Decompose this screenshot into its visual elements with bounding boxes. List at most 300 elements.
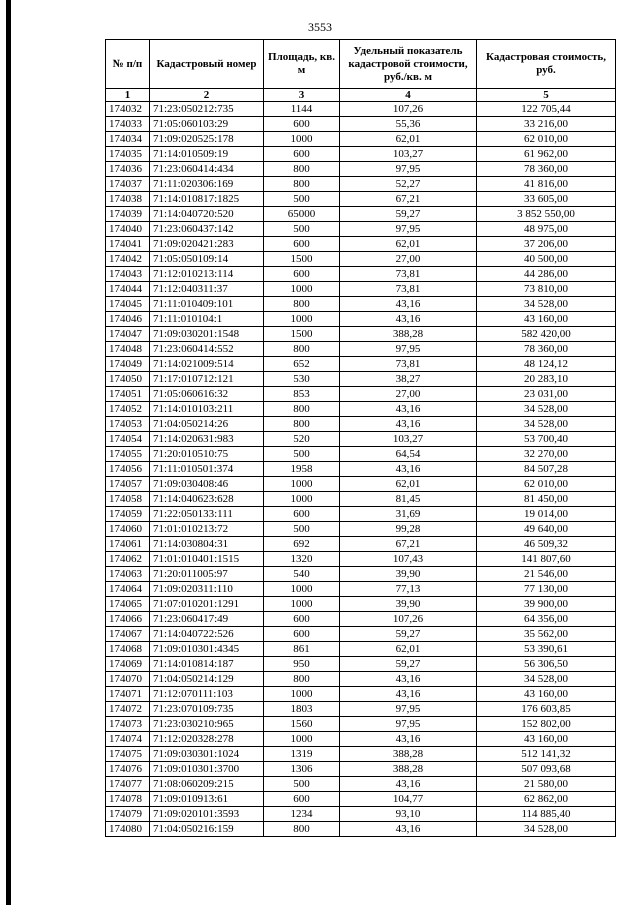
cell-unit-value: 388,28: [340, 747, 477, 762]
cell-unit-value: 388,28: [340, 762, 477, 777]
cell-row-number: 174062: [106, 552, 150, 567]
cell-row-number: 174064: [106, 582, 150, 597]
cell-cadastral-value: 20 283,10: [477, 372, 616, 387]
cell-cadastral-number: 71:14:010817:1825: [150, 192, 264, 207]
cell-area: 800: [264, 162, 340, 177]
cell-cadastral-number: 71:09:010913:61: [150, 792, 264, 807]
cell-unit-value: 62,01: [340, 132, 477, 147]
cell-row-number: 174077: [106, 777, 150, 792]
cell-area: 1000: [264, 732, 340, 747]
cell-unit-value: 39,90: [340, 567, 477, 582]
cell-cadastral-number: 71:14:040722:526: [150, 627, 264, 642]
cell-area: 65000: [264, 207, 340, 222]
table-row: [106, 102, 616, 117]
cell-row-number: 174072: [106, 702, 150, 717]
cell-area: 861: [264, 642, 340, 657]
cell-cadastral-value: 23 031,00: [477, 387, 616, 402]
cell-cadastral-number: 71:12:020328:278: [150, 732, 264, 747]
cell-row-number: 174067: [106, 627, 150, 642]
cell-row-number: 174055: [106, 447, 150, 462]
cell-cadastral-number: 71:12:040311:37: [150, 282, 264, 297]
column-number: 5: [477, 89, 616, 102]
table-header-row: [106, 40, 616, 89]
cell-row-number: 174060: [106, 522, 150, 537]
cell-unit-value: 43,16: [340, 672, 477, 687]
cell-area: 1234: [264, 807, 340, 822]
cell-row-number: 174071: [106, 687, 150, 702]
cell-cadastral-number: 71:23:060414:552: [150, 342, 264, 357]
cell-cadastral-number: 71:08:060209:215: [150, 777, 264, 792]
cell-cadastral-number: 71:11:010409:101: [150, 297, 264, 312]
cell-unit-value: 38,27: [340, 372, 477, 387]
cell-cadastral-value: 43 160,00: [477, 732, 616, 747]
cell-row-number: 174078: [106, 792, 150, 807]
cell-cadastral-number: 71:11:020306:169: [150, 177, 264, 192]
cell-row-number: 174039: [106, 207, 150, 222]
table-row: [106, 387, 616, 402]
table-row: [106, 522, 616, 537]
cell-area: 1000: [264, 492, 340, 507]
cell-row-number: 174047: [106, 327, 150, 342]
cell-area: 600: [264, 117, 340, 132]
cell-cadastral-number: 71:20:011005:97: [150, 567, 264, 582]
cell-area: 800: [264, 402, 340, 417]
page-number: 3553: [308, 20, 332, 34]
cell-cadastral-number: 71:09:030301:1024: [150, 747, 264, 762]
table-row: [106, 237, 616, 252]
cell-cadastral-value: 81 450,00: [477, 492, 616, 507]
header-cadastral-value: Кадастровая стоимость, руб.: [477, 40, 616, 89]
cell-area: 800: [264, 177, 340, 192]
cell-cadastral-value: 3 852 550,00: [477, 207, 616, 222]
cell-cadastral-value: 582 420,00: [477, 327, 616, 342]
cell-row-number: 174080: [106, 822, 150, 837]
cell-unit-value: 62,01: [340, 642, 477, 657]
cell-cadastral-number: 71:23:060437:142: [150, 222, 264, 237]
cell-cadastral-number: 71:23:050212:735: [150, 102, 264, 117]
column-number: 4: [340, 89, 477, 102]
cell-cadastral-number: 71:09:010301:3700: [150, 762, 264, 777]
cell-row-number: 174043: [106, 267, 150, 282]
table-row: [106, 792, 616, 807]
cell-cadastral-number: 71:22:050133:111: [150, 507, 264, 522]
cell-area: 600: [264, 267, 340, 282]
cell-area: 652: [264, 357, 340, 372]
cell-cadastral-value: 176 603,85: [477, 702, 616, 717]
cell-area: 1500: [264, 252, 340, 267]
cell-row-number: 174066: [106, 612, 150, 627]
cell-area: 1560: [264, 717, 340, 732]
table-row: [106, 612, 616, 627]
cell-cadastral-value: 122 705,44: [477, 102, 616, 117]
cell-row-number: 174036: [106, 162, 150, 177]
cell-row-number: 174045: [106, 297, 150, 312]
cell-area: 600: [264, 627, 340, 642]
cell-row-number: 174040: [106, 222, 150, 237]
cell-area: 800: [264, 342, 340, 357]
cell-row-number: 174079: [106, 807, 150, 822]
table-row: [106, 222, 616, 237]
cell-cadastral-number: 71:23:060417:49: [150, 612, 264, 627]
cell-unit-value: 62,01: [340, 477, 477, 492]
cell-unit-value: 43,16: [340, 777, 477, 792]
cell-area: 1144: [264, 102, 340, 117]
cell-cadastral-number: 71:04:050216:159: [150, 822, 264, 837]
cell-unit-value: 99,28: [340, 522, 477, 537]
cell-row-number: 174068: [106, 642, 150, 657]
cell-area: 600: [264, 237, 340, 252]
table-row: [106, 162, 616, 177]
cell-cadastral-number: 71:14:010509:19: [150, 147, 264, 162]
cell-area: 1803: [264, 702, 340, 717]
cell-area: 520: [264, 432, 340, 447]
cell-unit-value: 43,16: [340, 462, 477, 477]
cell-cadastral-value: 35 562,00: [477, 627, 616, 642]
cell-unit-value: 73,81: [340, 282, 477, 297]
table-row: [106, 567, 616, 582]
cell-unit-value: 59,27: [340, 657, 477, 672]
cell-row-number: 174033: [106, 117, 150, 132]
cell-cadastral-value: 84 507,28: [477, 462, 616, 477]
cell-row-number: 174063: [106, 567, 150, 582]
cell-cadastral-value: 56 306,50: [477, 657, 616, 672]
cell-unit-value: 39,90: [340, 597, 477, 612]
header-area: Площадь, кв. м: [264, 40, 340, 89]
cell-cadastral-number: 71:09:020421:283: [150, 237, 264, 252]
header-cadastral-number: Кадастровый номер: [150, 40, 264, 89]
cell-cadastral-value: 43 160,00: [477, 687, 616, 702]
cell-unit-value: 59,27: [340, 207, 477, 222]
cell-cadastral-value: 53 700,40: [477, 432, 616, 447]
table-row: [106, 132, 616, 147]
table-row: [106, 507, 616, 522]
table-row: [106, 582, 616, 597]
cell-unit-value: 67,21: [340, 192, 477, 207]
cell-row-number: 174065: [106, 597, 150, 612]
table-row: [106, 732, 616, 747]
table-row: [106, 552, 616, 567]
cell-area: 1320: [264, 552, 340, 567]
cell-unit-value: 27,00: [340, 387, 477, 402]
cell-cadastral-number: 71:12:070111:103: [150, 687, 264, 702]
cell-cadastral-number: 71:12:010213:114: [150, 267, 264, 282]
cell-cadastral-value: 73 810,00: [477, 282, 616, 297]
cell-area: 600: [264, 147, 340, 162]
cell-cadastral-value: 77 130,00: [477, 582, 616, 597]
table-row: [106, 192, 616, 207]
cell-cadastral-value: 34 528,00: [477, 402, 616, 417]
cell-row-number: 174042: [106, 252, 150, 267]
cell-cadastral-number: 71:09:030201:1548: [150, 327, 264, 342]
table-body: [106, 102, 616, 837]
cell-unit-value: 43,16: [340, 312, 477, 327]
cell-unit-value: 97,95: [340, 222, 477, 237]
cell-area: 1000: [264, 597, 340, 612]
cell-area: 1000: [264, 582, 340, 597]
table-row: [106, 702, 616, 717]
cell-cadastral-value: 49 640,00: [477, 522, 616, 537]
cell-cadastral-value: 64 356,00: [477, 612, 616, 627]
cell-cadastral-number: 71:05:060616:32: [150, 387, 264, 402]
cell-area: 1000: [264, 477, 340, 492]
table-row: [106, 492, 616, 507]
cell-area: 800: [264, 672, 340, 687]
cell-row-number: 174052: [106, 402, 150, 417]
cell-cadastral-value: 32 270,00: [477, 447, 616, 462]
cell-cadastral-value: 78 360,00: [477, 342, 616, 357]
table-row: [106, 642, 616, 657]
cell-unit-value: 43,16: [340, 402, 477, 417]
cell-cadastral-number: 71:11:010104:1: [150, 312, 264, 327]
cell-cadastral-value: 41 816,00: [477, 177, 616, 192]
cell-cadastral-value: 46 509,32: [477, 537, 616, 552]
cell-unit-value: 73,81: [340, 357, 477, 372]
cell-area: 853: [264, 387, 340, 402]
cell-cadastral-number: 71:17:010712:121: [150, 372, 264, 387]
cell-cadastral-value: 114 885,40: [477, 807, 616, 822]
table-row: [106, 342, 616, 357]
cell-unit-value: 43,16: [340, 822, 477, 837]
cell-row-number: 174037: [106, 177, 150, 192]
cell-area: 1000: [264, 282, 340, 297]
cell-area: 1000: [264, 312, 340, 327]
cell-row-number: 174041: [106, 237, 150, 252]
cell-unit-value: 107,26: [340, 102, 477, 117]
table-row: [106, 267, 616, 282]
table-row: [106, 417, 616, 432]
cell-unit-value: 43,16: [340, 417, 477, 432]
cell-area: 500: [264, 192, 340, 207]
cell-row-number: 174038: [106, 192, 150, 207]
cell-unit-value: 81,45: [340, 492, 477, 507]
cell-area: 600: [264, 612, 340, 627]
cell-unit-value: 388,28: [340, 327, 477, 342]
cell-unit-value: 103,27: [340, 147, 477, 162]
cell-row-number: 174073: [106, 717, 150, 732]
cell-unit-value: 97,95: [340, 702, 477, 717]
header-unit-value: Удельный показатель кадастровой стоимости, руб./кв. м: [340, 40, 477, 89]
cell-area: 950: [264, 657, 340, 672]
cell-row-number: 174053: [106, 417, 150, 432]
cell-cadastral-number: 71:09:030408:46: [150, 477, 264, 492]
cell-unit-value: 43,16: [340, 732, 477, 747]
cell-cadastral-number: 71:05:060103:29: [150, 117, 264, 132]
cell-area: 500: [264, 522, 340, 537]
table-row: [106, 807, 616, 822]
cell-cadastral-value: 62 010,00: [477, 132, 616, 147]
table-row: [106, 402, 616, 417]
cell-area: 530: [264, 372, 340, 387]
cell-cadastral-value: 34 528,00: [477, 672, 616, 687]
table-row: [106, 657, 616, 672]
cell-cadastral-value: 43 160,00: [477, 312, 616, 327]
cell-area: 500: [264, 222, 340, 237]
cell-row-number: 174075: [106, 747, 150, 762]
cell-row-number: 174032: [106, 102, 150, 117]
cell-cadastral-value: 152 802,00: [477, 717, 616, 732]
cell-row-number: 174076: [106, 762, 150, 777]
cell-cadastral-number: 71:09:020311:110: [150, 582, 264, 597]
cell-cadastral-value: 512 141,32: [477, 747, 616, 762]
cell-row-number: 174058: [106, 492, 150, 507]
cell-cadastral-value: 61 962,00: [477, 147, 616, 162]
cell-unit-value: 97,95: [340, 717, 477, 732]
header-row-number: № п/п: [106, 40, 150, 89]
cell-cadastral-number: 71:04:050214:26: [150, 417, 264, 432]
table-row: [106, 312, 616, 327]
cell-cadastral-number: 71:01:010213:72: [150, 522, 264, 537]
table-row: [106, 762, 616, 777]
column-number-row: [106, 89, 616, 102]
cell-unit-value: 77,13: [340, 582, 477, 597]
cadastral-value-table: [105, 39, 616, 837]
cell-unit-value: 93,10: [340, 807, 477, 822]
cell-area: 1000: [264, 132, 340, 147]
cell-cadastral-value: 21 546,00: [477, 567, 616, 582]
cell-row-number: 174054: [106, 432, 150, 447]
cell-cadastral-number: 71:23:070109:735: [150, 702, 264, 717]
table-row: [106, 777, 616, 792]
table-row: [106, 462, 616, 477]
cell-cadastral-value: 62 862,00: [477, 792, 616, 807]
cell-cadastral-number: 71:09:010301:4345: [150, 642, 264, 657]
cell-cadastral-number: 71:01:010401:1515: [150, 552, 264, 567]
cell-cadastral-value: 19 014,00: [477, 507, 616, 522]
cell-unit-value: 97,95: [340, 342, 477, 357]
cell-row-number: 174050: [106, 372, 150, 387]
cell-area: 1958: [264, 462, 340, 477]
cell-unit-value: 27,00: [340, 252, 477, 267]
cell-row-number: 174049: [106, 357, 150, 372]
cell-area: 1319: [264, 747, 340, 762]
cell-cadastral-value: 78 360,00: [477, 162, 616, 177]
table-row: [106, 672, 616, 687]
cell-unit-value: 97,95: [340, 162, 477, 177]
table-row: [106, 252, 616, 267]
cell-cadastral-number: 71:09:020525:178: [150, 132, 264, 147]
cell-cadastral-number: 71:23:060414:434: [150, 162, 264, 177]
cell-cadastral-number: 71:14:020631:983: [150, 432, 264, 447]
table-row: [106, 117, 616, 132]
cell-row-number: 174059: [106, 507, 150, 522]
cell-cadastral-value: 34 528,00: [477, 417, 616, 432]
cell-cadastral-value: 141 807,60: [477, 552, 616, 567]
cell-row-number: 174034: [106, 132, 150, 147]
cell-unit-value: 107,43: [340, 552, 477, 567]
cell-cadastral-value: 33 216,00: [477, 117, 616, 132]
cell-area: 800: [264, 417, 340, 432]
table-row: [106, 477, 616, 492]
cell-cadastral-value: 62 010,00: [477, 477, 616, 492]
cell-area: 800: [264, 297, 340, 312]
cell-cadastral-value: 40 500,00: [477, 252, 616, 267]
table-row: [106, 597, 616, 612]
cell-unit-value: 62,01: [340, 237, 477, 252]
table-row: [106, 207, 616, 222]
cell-row-number: 174044: [106, 282, 150, 297]
cell-cadastral-value: 48 124,12: [477, 357, 616, 372]
table-row: [106, 537, 616, 552]
cell-unit-value: 52,27: [340, 177, 477, 192]
cell-unit-value: 67,21: [340, 537, 477, 552]
cell-cadastral-number: 71:07:010201:1291: [150, 597, 264, 612]
cell-cadastral-number: 71:05:050109:14: [150, 252, 264, 267]
cell-cadastral-number: 71:23:030210:965: [150, 717, 264, 732]
cell-unit-value: 103,27: [340, 432, 477, 447]
cell-unit-value: 59,27: [340, 627, 477, 642]
table-row: [106, 357, 616, 372]
cell-row-number: 174048: [106, 342, 150, 357]
page-edge-bar: [6, 0, 11, 905]
cell-cadastral-value: 507 093,68: [477, 762, 616, 777]
cell-unit-value: 43,16: [340, 687, 477, 702]
cell-row-number: 174057: [106, 477, 150, 492]
cell-cadastral-number: 71:11:010501:374: [150, 462, 264, 477]
column-number: 1: [106, 89, 150, 102]
cell-area: 600: [264, 792, 340, 807]
cell-cadastral-number: 71:14:021009:514: [150, 357, 264, 372]
cell-unit-value: 107,26: [340, 612, 477, 627]
table-row: [106, 327, 616, 342]
cell-cadastral-number: 71:20:010510:75: [150, 447, 264, 462]
cell-cadastral-value: 33 605,00: [477, 192, 616, 207]
cell-cadastral-value: 44 286,00: [477, 267, 616, 282]
cell-cadastral-number: 71:14:010103:211: [150, 402, 264, 417]
cell-area: 600: [264, 507, 340, 522]
cell-cadastral-number: 71:14:040720:520: [150, 207, 264, 222]
cell-area: 1500: [264, 327, 340, 342]
table-row: [106, 432, 616, 447]
cell-cadastral-value: 39 900,00: [477, 597, 616, 612]
cell-unit-value: 64,54: [340, 447, 477, 462]
table-row: [106, 717, 616, 732]
table-row: [106, 297, 616, 312]
cell-row-number: 174056: [106, 462, 150, 477]
cell-unit-value: 73,81: [340, 267, 477, 282]
table-row: [106, 177, 616, 192]
cell-cadastral-value: 34 528,00: [477, 297, 616, 312]
cell-area: 1306: [264, 762, 340, 777]
cell-cadastral-value: 53 390,61: [477, 642, 616, 657]
table-row: [106, 822, 616, 837]
table-row: [106, 282, 616, 297]
cell-cadastral-value: 21 580,00: [477, 777, 616, 792]
column-number: 2: [150, 89, 264, 102]
cell-row-number: 174061: [106, 537, 150, 552]
cell-cadastral-number: 71:04:050214:129: [150, 672, 264, 687]
cell-row-number: 174069: [106, 657, 150, 672]
cell-area: 500: [264, 777, 340, 792]
cell-cadastral-number: 71:14:010814:187: [150, 657, 264, 672]
cell-row-number: 174035: [106, 147, 150, 162]
table-row: [106, 627, 616, 642]
table-row: [106, 747, 616, 762]
cell-cadastral-value: 34 528,00: [477, 822, 616, 837]
cell-area: 692: [264, 537, 340, 552]
cell-row-number: 174070: [106, 672, 150, 687]
column-number: 3: [264, 89, 340, 102]
cell-cadastral-value: 37 206,00: [477, 237, 616, 252]
cell-area: 540: [264, 567, 340, 582]
cell-row-number: 174074: [106, 732, 150, 747]
table-row: [106, 687, 616, 702]
cell-area: 1000: [264, 687, 340, 702]
cell-cadastral-number: 71:14:040623:628: [150, 492, 264, 507]
cell-unit-value: 31,69: [340, 507, 477, 522]
cell-area: 800: [264, 822, 340, 837]
cell-unit-value: 43,16: [340, 297, 477, 312]
cell-cadastral-value: 48 975,00: [477, 222, 616, 237]
